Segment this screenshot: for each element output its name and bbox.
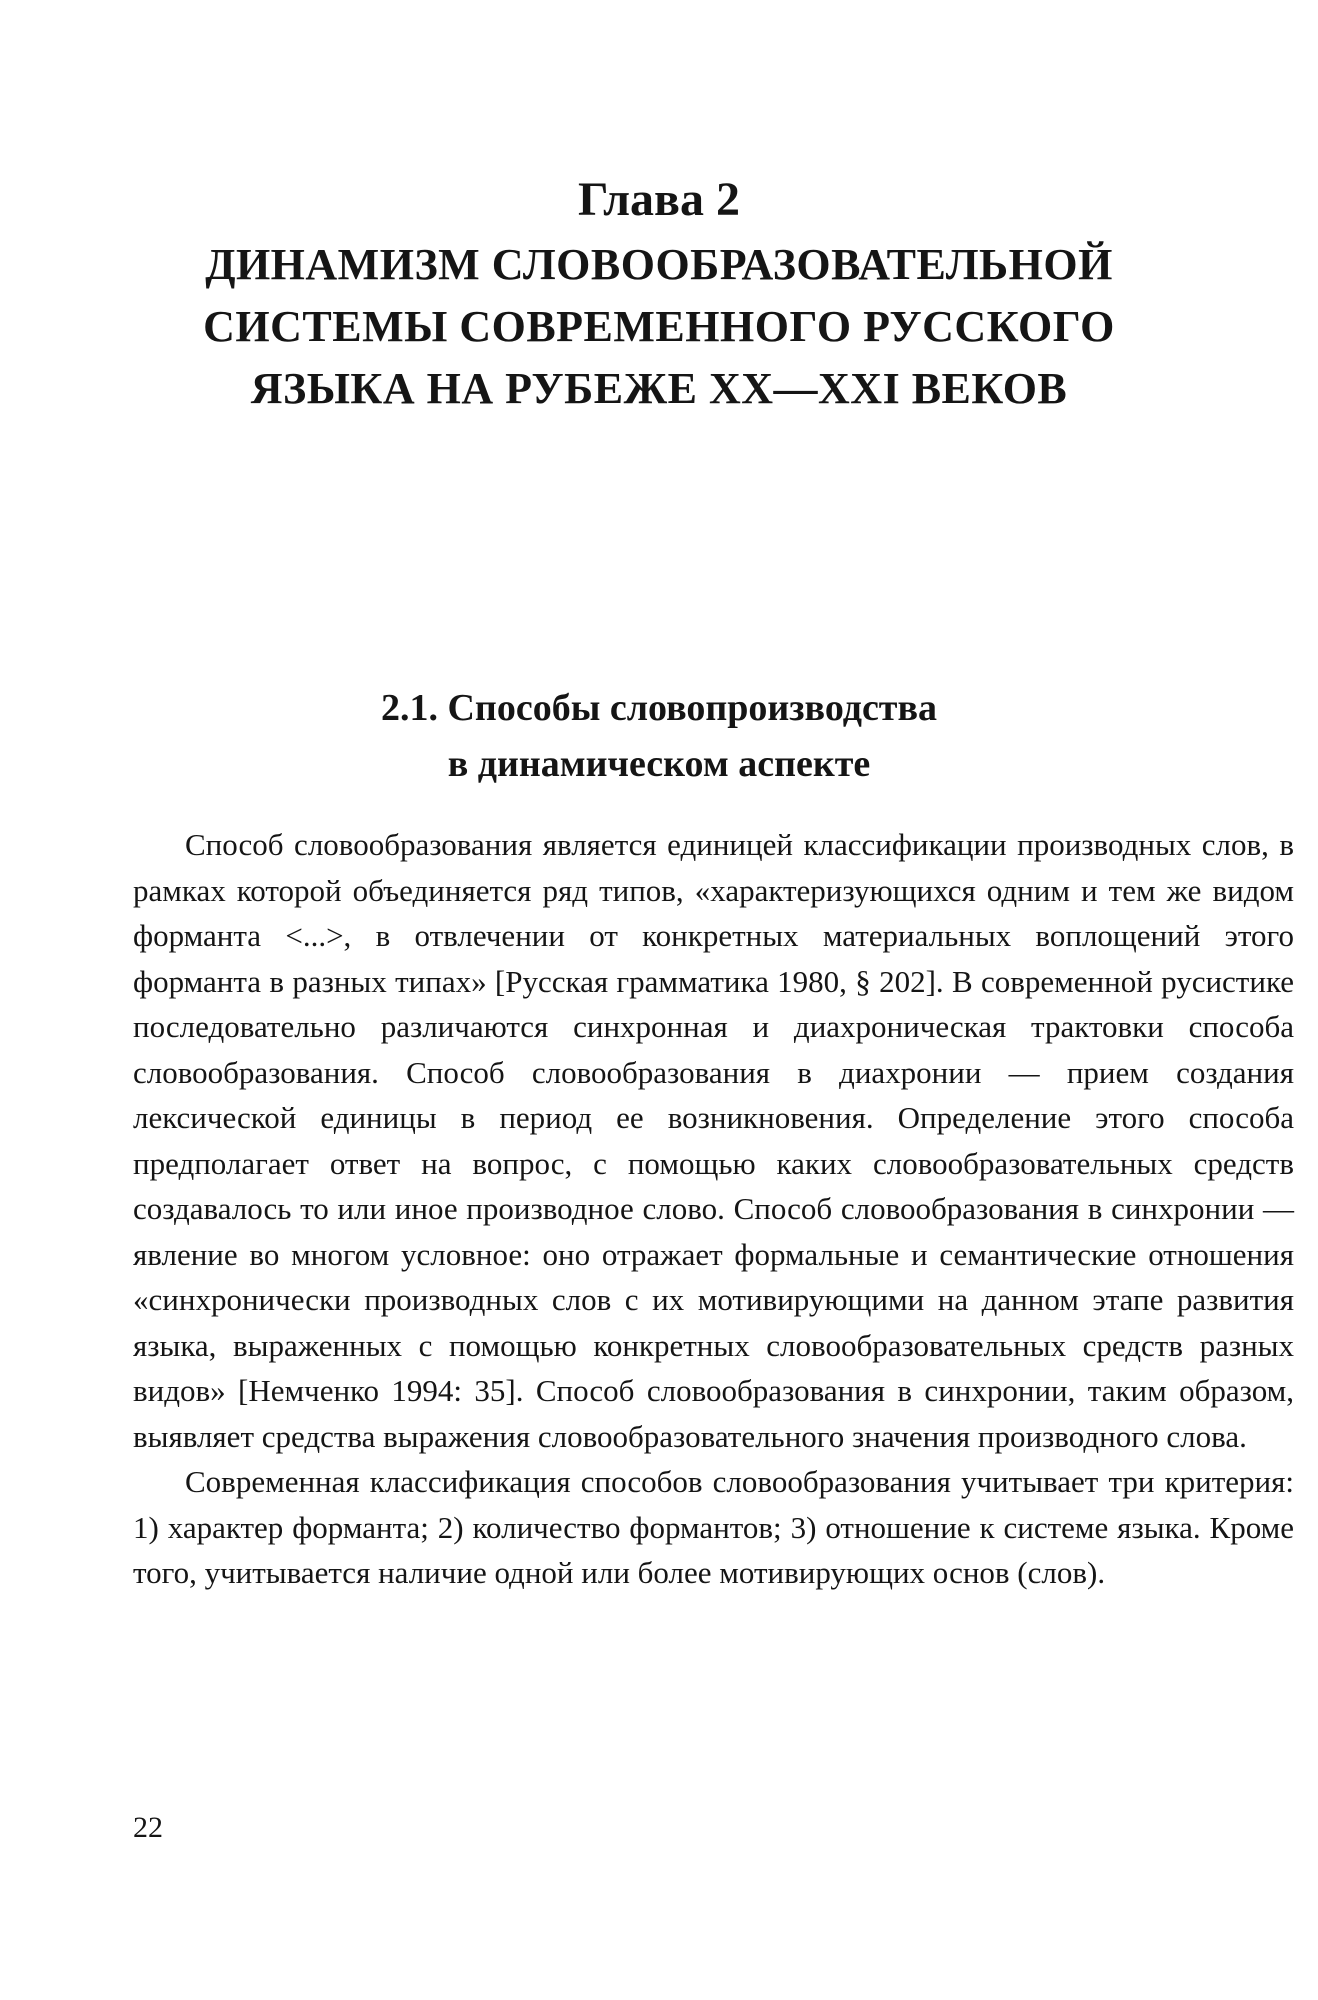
chapter-title: ДИНАМИЗМ СЛОВООБРАЗОВАТЕЛЬНОЙ СИСТЕМЫ СОВРЕМЕННОГО РУССКОГО ЯЗЫКА НА РУБЕЖЕ XX—XXI ВЕКОВ	[203, 240, 1115, 413]
chapter-label: Глава 2	[578, 173, 740, 226]
section-title	[0, 680, 1318, 792]
section-title-line-1: 2.1. Способы словопроизводства	[380, 687, 937, 729]
paragraph-2: Современная классификация способов словообразования учитывает три критерия: 1) характер форманта; 2) количество формантов; 3) отношение к системе языка. Кроме того, учитывается наличие одной или более мотивирующих основ (слов).	[133, 1464, 1294, 1590]
body-text	[133, 822, 1294, 1596]
paragraph-1: Способ словообразования является единицей классификации производных слов, в рамках которой объединяется ряд типов, «характеризующихся одним и тем же видом форманта <...>, в отвлечении от конкретных материальных воплощений этого форманта в разных типах» [Русская грамматика 1980, § 202]. В современной русистике последовательно различаются синхронная и диахроническая трактовки способа словообразования. Способ словообразования в диахронии — прием создания лексической единицы в период ее возникновения. Определение этого способа предполагает ответ на вопрос, с помощью каких словообразовательных средств создавалось то или иное производное слово. Способ словообразования в синхронии — явление во многом условное: оно отражает формальные и семантические отношения «синхронически производных слов с их мотивирующими на данном этапе развития языка, выраженных с помощью конкретных словообразовательных средств разных видов» [Немченко 1994: 35]. Способ словообразования в синхронии, таким образом, выявляет средства выражения словообразовательного значения производного слова.	[133, 827, 1294, 1454]
section-title-line-2: в динамическом аспекте	[447, 743, 871, 785]
page-number: 22	[133, 1811, 163, 1844]
